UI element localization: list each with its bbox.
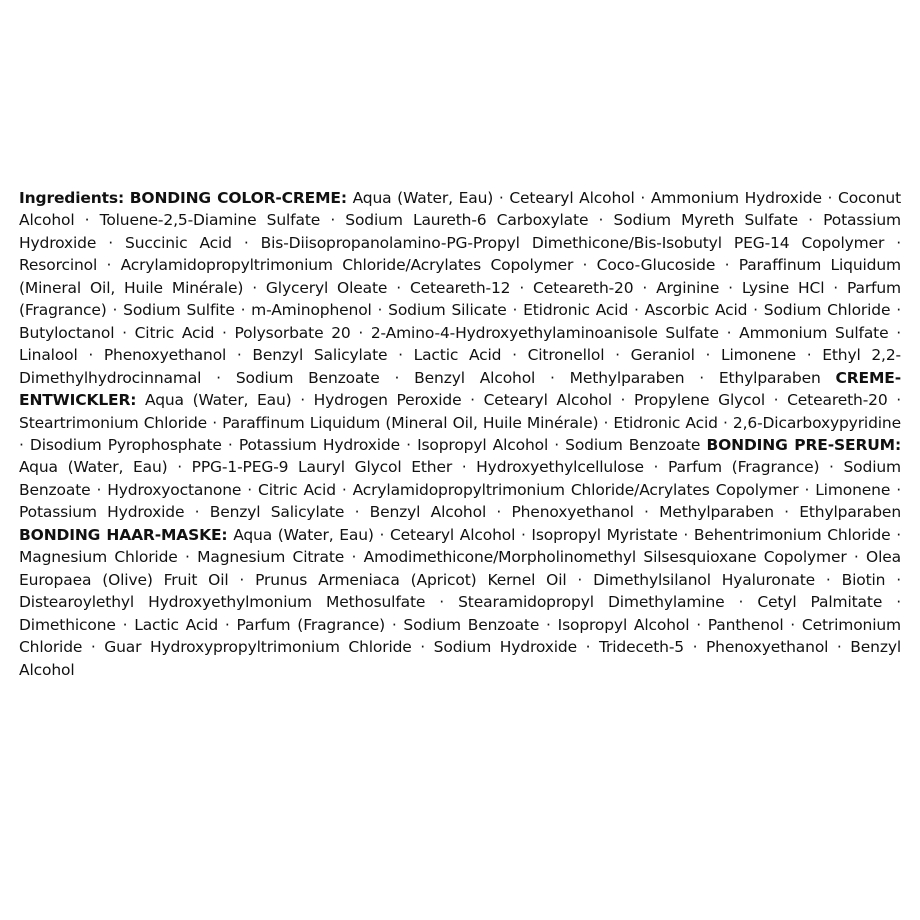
section-heading-bonding-color-creme: BONDING COLOR-CREME: — [129, 189, 347, 207]
section-heading-creme-entwickler: CREME-ENTWICKLER: — [19, 368, 901, 410]
section-heading-bonding-haar-maske: BONDING HAAR-MASKE: — [19, 525, 228, 544]
section-text-creme-entwickler: Aqua (Water, Eau) · Hydrogen Peroxide · Cetearyl Alcohol · Propylene Glycol · Ceteareth-20 · Steartrimonium Chloride · Paraffinum Liquidum (Mineral Oil, Huile Minérale) · Etidronic Acid · 2,6-Dicarboxypyridine · Disodium Pyrophosphate · Potassium Hydroxide · Isopropyl Alcohol · Sodium Benzoate — [19, 391, 902, 454]
ingredients-list — [19, 187, 901, 681]
section-text-bonding-color-creme: Aqua (Water, Eau) · Cetearyl Alcohol · Ammonium Hydroxide · Coconut Alcohol · Toluene-2,5-Diamine Sulfate · Sodium Laureth-6 Carboxylate · Sodium Myreth Sulfate · Potassium Hydroxide · Succinic Acid · Bis-Diisopropanolamino-PG-Propyl Dimethicone/Bis-Isobutyl PEG-14 Copolymer · Resorcinol · Acrylamidopropyltrimonium Chloride/Acrylates Copolymer · Coco-Glucoside · Paraffinum Liquidum (Mineral Oil, Huile Minérale) · Glyceryl Oleate · Ceteareth-12 · Ceteareth-20 · Arginine · Lysine HCl · Parfum (Fragrance) · Sodium Sulfite · m-Aminophenol · Sodium Silicate · Etidronic Acid · Ascorbic Acid · Sodium Chloride · Butyloctanol · Citric Acid · Polysorbate 20 · 2-Amino-4-Hydroxyethylaminoanisole Sulfate · Ammonium Sulfate · Linalool · Phenoxyethanol · Benzyl Salicylate · Lactic Acid · Citronellol · Geraniol · Limonene · Ethyl 2,2-Dimethylhydrocinnamal · Sodium Benzoate · Benzyl Alcohol · Methylparaben · Ethylparaben — [19, 189, 902, 387]
ingredients-label: Ingredients: — [19, 189, 125, 207]
section-text-bonding-pre-serum: Aqua (Water, Eau) · PPG-1-PEG-9 Lauryl Glycol Ether · Hydroxyethylcellulose · Parfum (Fragrance) · Sodium Benzoate · Hydroxyoctanone · Citric Acid · Acrylamidopropyltrimonium Chloride/Acrylates Copolymer · Limonene · Potassium Hydroxide · Benzyl Salicylate · Benzyl Alcohol · Phenoxyethanol · Methylparaben · Ethylparaben — [19, 458, 901, 522]
section-text-bonding-haar-maske: Aqua (Water, Eau) · Cetearyl Alcohol · Isopropyl Myristate · Behentrimonium Chloride · Magnesium Chloride · Magnesium Citrate · Amodimethicone/Morpholinomethyl Silsesquioxane Copolymer · Olea Europaea (Olive) Fruit Oil · Prunus Armeniaca (Apricot) Kernel Oil · Dimethylsilanol Hyaluronate · Biotin · Distearoylethyl Hydroxyethylmonium Methosulfate · Stearamidopropyl Dimethylamine · Cetyl Palmitate · Dimethicone · Lactic Acid · Parfum (Fragrance) · Sodium Benzoate · Isopropyl Alcohol · Panthenol · Cetrimonium Chloride · Guar Hydroxypropyltrimonium Chloride · Sodium Hydroxide · Trideceth-5 · Phenoxyethanol · Benzyl Alcohol — [19, 525, 901, 679]
section-heading-bonding-pre-serum: BONDING PRE-SERUM: — [706, 435, 902, 454]
